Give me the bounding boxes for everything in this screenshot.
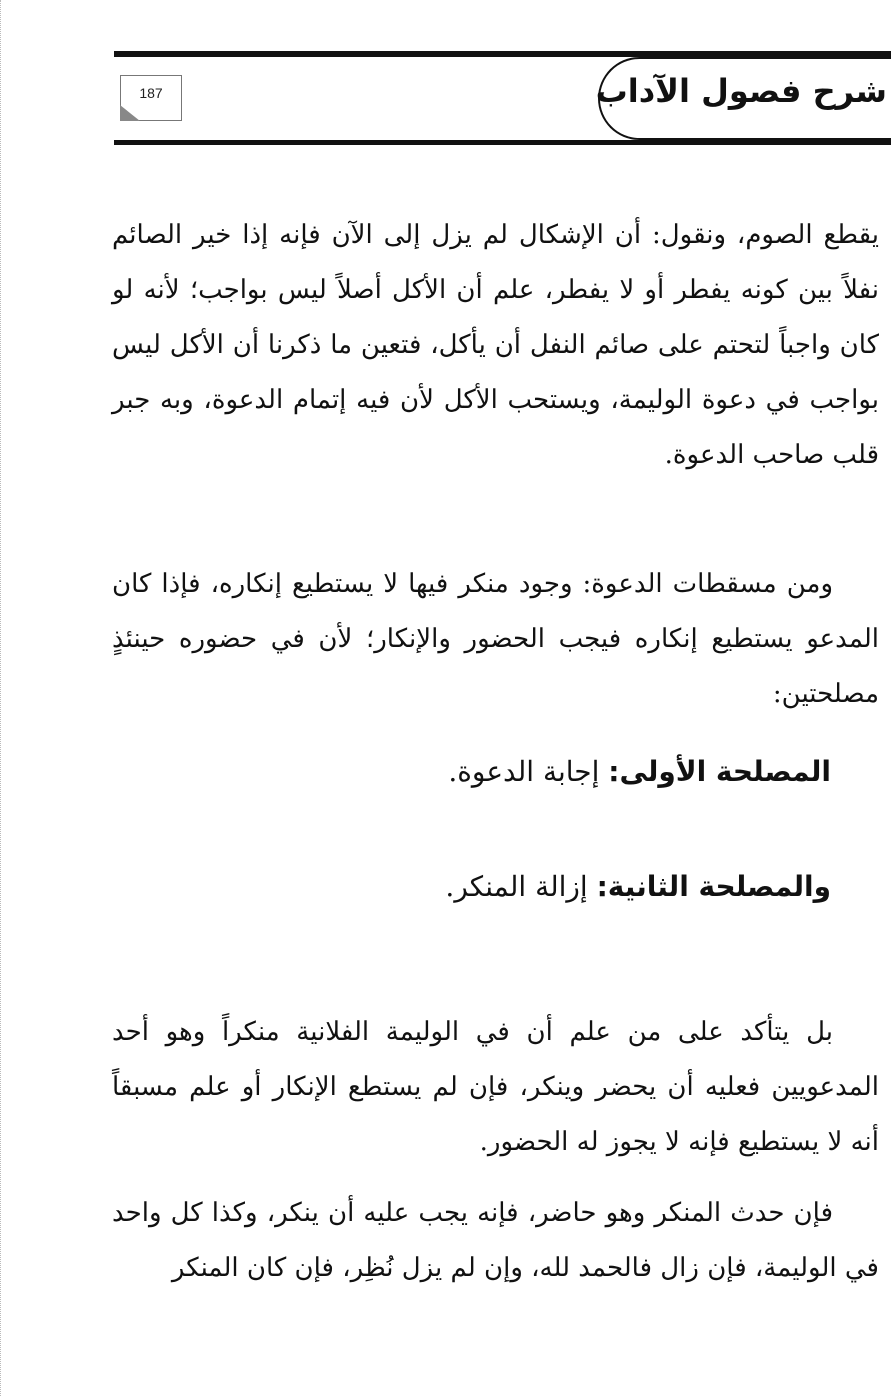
benefit-first bbox=[448, 755, 831, 788]
paragraph-1: يقطع الصوم، ونقول: أن الإشكال لم يزل إلى الآن فإنه إذا خير الصائم نفلاً بين كونه يفطر أو لا يفطر، علم أن الأكل أصلاً ليس بواجب؛ لأنه لو كان واجباً لتحتم على صائم النفل أن يأكل، فتعين ما ذكرنا أن الأكل ليس بواجب في دعوة الوليمة، ويستحب الأكل لأن فيه إتمام الدعوة، وبه جبر قلب صاحب الدعوة. bbox=[112, 220, 879, 470]
benefit-second-label: والمصلحة الثانية: bbox=[596, 870, 831, 903]
benefit-second bbox=[445, 870, 831, 903]
page-number: 187 bbox=[139, 85, 163, 101]
benefit-second-text: إزالة المنكر. bbox=[445, 870, 597, 903]
benefit-first-label: المصلحة الأولى: bbox=[608, 755, 831, 788]
page-number-box bbox=[120, 75, 182, 121]
paragraph-3: بل يتأكد على من علم أن في الوليمة الفلانية منكراً وهو أحد المدعويين فعليه أن يحضر وينكر، فإن لم يستطع الإنكار أو علم مسبقاً أنه لا يستطيع فإنه لا يجوز له الحضور. bbox=[112, 1017, 879, 1157]
header-rule-bottom bbox=[114, 140, 891, 145]
paragraph-2: ومن مسقطات الدعوة: وجود منكر فيها لا يستطيع إنكاره، فإذا كان المدعو يستطيع إنكاره فيجب الحضور والإنكار؛ لأن في حضوره حينئذٍ مصلحتين: bbox=[112, 569, 879, 709]
book-title: شرح فصول الآداب bbox=[595, 72, 887, 110]
benefit-first-text: إجابة الدعوة. bbox=[448, 755, 609, 788]
paragraph-4: فإن حدث المنكر وهو حاضر، فإنه يجب عليه أن ينكر، وكذا كل واحد في الوليمة، فإن زال فالحمد لله، وإن لم يزل نُظِر، فإن كان المنكر bbox=[112, 1198, 879, 1283]
page-edge bbox=[0, 0, 2, 1396]
